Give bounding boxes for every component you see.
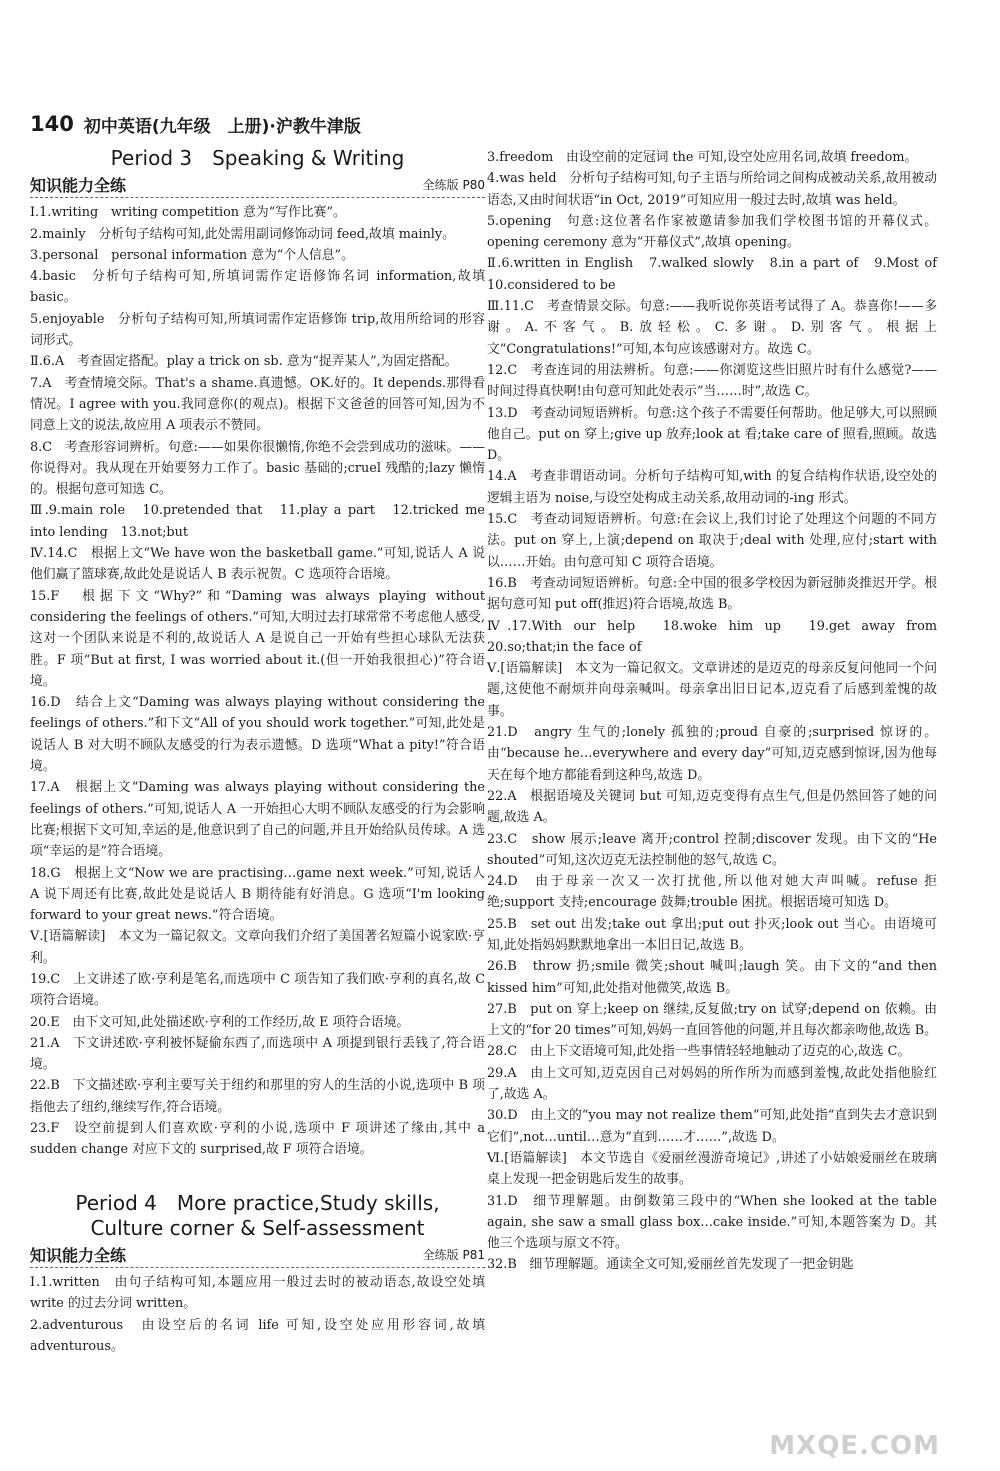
answer-list bbox=[30, 1272, 485, 1357]
answer-item: 28.C 由上下文语境可知,此处指一些事情轻轻地触动了迈克的心,故选 C。 bbox=[487, 1044, 911, 1060]
answer-item: 3.freedom 由设空前的定冠词 the 可知,设空处应用名词,故填 freedom。 bbox=[487, 150, 918, 165]
answer-item: 13.D 考查动词短语辨析。句意:这个孩子不需要任何帮助。他足够大,可以照顾他自己。put on 穿上;give up 放弃;look at 看;take care of 照看,照顾。故选 D。 bbox=[487, 405, 937, 464]
answer-item: 22.B 下文描述欧·亨利主要写关于纽约和那里的穷人的生活的小说,选项中 B 项指他去了纽约,继续写作,符合语境。 bbox=[30, 1078, 485, 1115]
answer-item: 8.C 考查形容词辨析。句意:——如果你很懒惰,你绝不会尝到成功的滋味。——你说得对。我从现在开始要努力工作了。basic 基础的;cruel 残酷的;lazy 懒惰的。根据句意可知选 C。 bbox=[30, 439, 485, 498]
section-title: 知识能力全练 bbox=[30, 176, 127, 195]
left-column bbox=[30, 144, 485, 1357]
answer-item: 5.opening 句意:这位著名作家被邀请参加我们学校图书馆的开幕仪式。opening ceremony 意为“开幕仪式”,故填 opening。 bbox=[487, 213, 937, 251]
answer-item: 32.B 细节理解题。通读全文可知,爱丽丝首先发现了一把金钥匙 bbox=[487, 1257, 854, 1273]
section-reference: 全练版 P81 bbox=[422, 1247, 485, 1262]
answer-item: 2.mainly 分析句子结构可知,此处需用副词修饰动词 feed,故填 mainly。 bbox=[30, 226, 455, 242]
answer-item: 15.F 根据下文“Why?”和“Daming was always playing without considering the feelings of others.”可知,大明过去打球常常不考虑他人感受,这对一个团队来说是不利的,故说话人 A 是说自己一开始有些担心球队无法获胜。F 项“But at first, I was worried about it.(但一开始我很担心)”符合语境。 bbox=[30, 588, 485, 689]
period-4-title-line-1: Period 4 More practice,Study skills, bbox=[75, 1190, 440, 1215]
answer-item: 3.personal personal information 意为“个人信息”。 bbox=[30, 247, 354, 263]
answer-item: 4.was held 分析句子结构可知,句子主语与所给词之间构成被动关系,故用被动语态,又由时间状语“in Oct, 2019”可知应用一般过去时,故填 was held。 bbox=[487, 171, 937, 208]
answer-item: 23.F 设空前提到人们喜欢欧·亨利的小说,选项中 F 项讲述了缘由,其中 a sudden change 对应下文的 surprised,故 F 项符合语境。 bbox=[30, 1121, 485, 1158]
answer-list bbox=[487, 147, 950, 1276]
answer-item: 20.E 由下文可知,此处描述欧·亨利的工作经历,故 E 项符合语境。 bbox=[30, 1014, 410, 1030]
answer-item: 24.D 由于母亲一次又一次打扰他,所以他对她大声叫喊。refuse 拒绝;support 支持;encourage 鼓舞;trouble 困扰。根据语境可知选 D。 bbox=[487, 874, 937, 911]
answer-item: 30.D 由上文的“you may not realize them”可知,此处指“直到失去才意识到它们”,not…until…意为“直到……才……”,故选 D。 bbox=[487, 1108, 937, 1145]
answer-item: 14.A 考查非谓语动词。分析句子结构可知,with 的复合结构作状语,设空处的逻辑主语为 noise,与设空处构成主动关系,故用动词的-ing 形式。 bbox=[487, 469, 937, 506]
answer-item: 25.B set out 出发;take out 拿出;put out 扑灭;look out 当心。由语境可知,此处指妈妈默默地拿出一本旧日记,故选 B。 bbox=[487, 916, 937, 953]
answer-item: 21.D angry 生气的;lonely 孤独的;proud 自豪的;surprised 惊讶的。由“because he…everywhere and every day”可知,迈克感到惊讶,因为他每天在每个地方都能看到这种鸟,故选 D。 bbox=[487, 725, 937, 783]
answer-item: 4.basic 分析句子结构可知,所填词需作定语修饰名词 information,故填 basic。 bbox=[30, 269, 485, 306]
answer-item: 29.A 由上文可知,迈克因自己对妈妈的所作所为而感到羞愧,故此处指他脸红了,故选 A。 bbox=[487, 1065, 937, 1103]
answer-list bbox=[30, 202, 485, 1160]
answer-item: 19.C 上文讲述了欧·亨利是笔名,而选项中 C 项告知了我们欧·亨利的真名,故 C 项符合语境。 bbox=[30, 971, 485, 1009]
answer-item: Ⅰ.1.written 由句子结构可知,本题应用一般过去时的被动语态,故设空处填 write 的过去分词 written。 bbox=[30, 1274, 485, 1312]
answer-item: Ⅳ.14.C 根据上文“We have won the basketball game.”可知,说话人 A 说他们赢了篮球赛,故此处是说话人 B 表示祝贺。C 选项符合语境。 bbox=[30, 546, 485, 583]
answer-item: 26.B throw 扔;smile 微笑;shout 喊叫;laugh 笑。由下文的“and then kissed him”可知,此处指对他微笑,故选 B。 bbox=[487, 959, 937, 996]
answer-item: Ⅱ.6.A 考查固定搭配。play a trick on sb. 意为“捉弄某人”,为固定搭配。 bbox=[30, 354, 458, 370]
answer-item: Ⅳ.17.With our help 18.woke him up 19.get away from 20.so;that;in the face of bbox=[487, 618, 950, 655]
answer-item: 2.adventurous 由设空后的名词 life 可知,设空处应用形容词,故填 adventurous。 bbox=[30, 1317, 485, 1354]
answer-item: Ⅲ.11.C 考查情景交际。句意:——我听说你英语考试得了 A。恭喜你!——多谢。A.不客气。B.放轻松。C.多谢。D.别客气。根据上文“Congratulations!”可知,本句应该感谢对方。故选 C。 bbox=[487, 299, 937, 357]
answer-item: 12.C 考查连词的用法辨析。句意:——你浏览这些旧照片时有什么感觉?——时间过得真快啊!由句意可知此处表示“当……时”,故选 C。 bbox=[487, 362, 937, 400]
right-column bbox=[487, 147, 950, 1276]
answer-item: Ⅱ.6.written in English 7.walked slowly 8.in a part of 9.Most of 10.considered to be bbox=[487, 256, 950, 293]
answer-item: Ⅲ.9.main role 10.pretended that 11.play a part 12.tricked me into lending 13.not;but bbox=[30, 503, 485, 540]
answer-item: 18.G 根据上文“Now we are practising…game next week.”可知,说话人 A 说下周还有比赛,故此处是说话人 B 期待能有好消息。G 选项“I'm looking forward to your great news.”符合语境。 bbox=[30, 865, 485, 924]
answer-item: 7.A 考查情境交际。That's a shame.真遗憾。OK.好的。It depends.那得看情况。I agree with you.我同意你(的观点)。根据下文爸爸的回答可知,因为不同意上文的说法,故应用 A 项表示不赞同。 bbox=[30, 375, 485, 434]
answer-item: 5.enjoyable 分析句子结构可知,所填词需作定语修饰 trip,故用所给词的形容词形式。 bbox=[30, 311, 485, 349]
page-number: 140 bbox=[30, 112, 74, 136]
answer-item: 15.C 考查动词短语辨析。句意:在会议上,我们讨论了处理这个问题的不同方法。put on 穿上,上演;depend on 取决于;deal with 处理,应付;start with 以……开始。由句意可知 C 项符合语境。 bbox=[487, 512, 937, 570]
answer-item: 16.D 结合上文“Daming was always playing without considering the feelings of others.”和下文“All of you should work together.”可知,此处是说话人 B 对大明不顾队友感受的行为表示遗憾。D 选项“What a pity!”符合语境。 bbox=[30, 695, 485, 775]
section-heading bbox=[30, 1245, 485, 1268]
period-4-title-line-2: Culture corner & Self-assessment bbox=[90, 1215, 425, 1240]
answer-item: Ⅴ.[语篇解读] 本文为一篇记叙文。文章向我们介绍了美国著名短篇小说家欧·亨利。 bbox=[30, 929, 485, 966]
answer-item: Ⅵ.[语篇解读] 本文节选自《爱丽丝漫游奇境记》,讲述了小姑娘爱丽丝在玻璃桌上发现一把金钥匙后发生的故事。 bbox=[487, 1150, 937, 1188]
section-heading bbox=[30, 175, 485, 198]
period-4-title bbox=[30, 1191, 485, 1241]
answer-item: 31.D 细节理解题。由倒数第三段中的“When she looked at the table again, she saw a small glass box…cake inside.”可知,本题答案为 D。其他三个选项与原文不符。 bbox=[487, 1193, 937, 1252]
answer-item: 17.A 根据上文“Daming was always playing without considering the feelings of others.”可知,说话人 A 一开始担心大明不顾队友感受的行为会影响比赛;根据下文可知,幸运的是,他意识到了自己的问题,并且开始给队员传球。A 选项“幸运的是”符合语境。 bbox=[30, 780, 485, 860]
book-title: 初中英语(九年级 上册)·沪教牛津版 bbox=[83, 116, 361, 137]
watermark: MXQE.COM bbox=[769, 1431, 940, 1461]
section-title: 知识能力全练 bbox=[30, 1245, 127, 1265]
answer-item: Ⅴ.[语篇解读] 本文为一篇记叙文。文章讲述的是迈克的母亲反复问他同一个问题,这使他不耐烦并向母亲喊叫。母亲拿出旧日记本,迈克看了后感到羞愧的故事。 bbox=[487, 661, 937, 719]
page-header bbox=[30, 104, 361, 144]
answer-item: 21.A 下文讲述欧·亨利被怀疑偷东西了,而选项中 A 项提到银行丢钱了,符合语境。 bbox=[30, 1035, 485, 1073]
answer-item: 23.C show 展示;leave 离开;control 控制;discover 发现。由下文的“He shouted”可知,这次迈克无法控制他的怒气,故选 C。 bbox=[487, 831, 937, 868]
answer-item: Ⅰ.1.writing writing competition 意为“写作比赛”。 bbox=[30, 205, 346, 221]
answer-item: 27.B put on 穿上;keep on 继续,反复做;try on 试穿;depend on 依赖。由上文的“for 20 times”可知,妈妈一直回答他的问题,并且每次都亲吻他,故选 B。 bbox=[487, 1001, 937, 1039]
answer-item: 22.A 根据语境及关键词 but 可知,迈克变得有点生气,但是仍然回答了她的问题,故选 A。 bbox=[487, 788, 937, 826]
period-3-title: Period 3 Speaking & Writing bbox=[110, 146, 405, 170]
answer-item: 16.B 考查动词短语辨析。句意:全中国的很多学校因为新冠肺炎推迟开学。根据句意可知 put off(推迟)符合语境,故选 B。 bbox=[487, 575, 937, 613]
section-reference: 全练版 P80 bbox=[422, 178, 485, 192]
